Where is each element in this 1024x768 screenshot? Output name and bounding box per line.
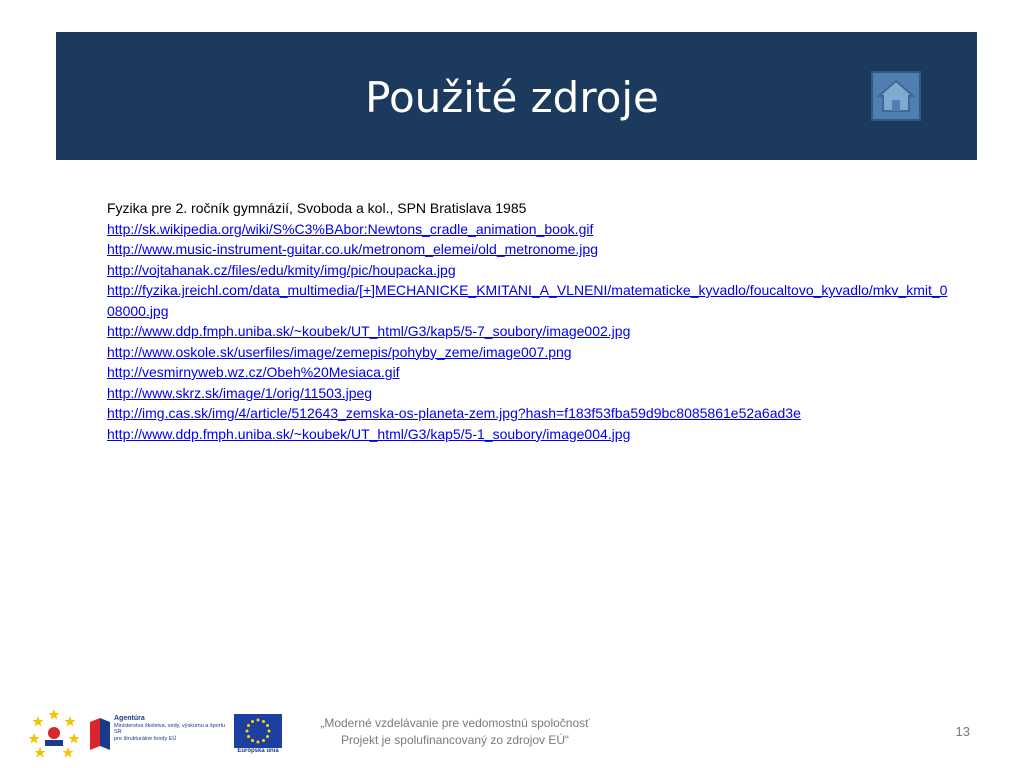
home-icon xyxy=(873,73,919,119)
source-link[interactable]: http://www.oskole.sk/userfiles/image/zemepis/pohyby_zeme/image007.png xyxy=(107,343,572,360)
page-number: 13 xyxy=(955,724,970,739)
footer-quote-line1: „Moderné vzdelávanie pre vedomostnú spoločnosť xyxy=(320,716,590,730)
source-link[interactable]: http://fyzika.jreichl.com/data_multimedia/[+]MECHANICKE_KMITANI_A_VLNENI/matematicke_kyvadlo/foucaltovo_kyvadlo/mkv_kmit_008000.jpg xyxy=(107,282,948,319)
source-link[interactable]: http://www.skrz.sk/image/1/orig/11503.jpeg xyxy=(107,384,373,401)
source-link[interactable]: http://www.ddp.fmph.uniba.sk/~koubek/UT_html/G3/kap5/5-7_soubory/image002.jpg xyxy=(107,323,631,339)
agency-logo xyxy=(88,714,226,754)
source-link[interactable]: http://vesmirnyweb.wz.cz/Obeh%20Mesiaca.gif xyxy=(107,364,400,380)
source-link[interactable]: http://sk.wikipedia.org/wiki/S%C3%BAbor:Newtons_cradle_animation_book.gif xyxy=(107,220,594,237)
source-link[interactable]: http://www.ddp.fmph.uniba.sk/~koubek/UT_html/G3/kap5/5-1_soubory/image004.jpg xyxy=(107,425,631,442)
footer-quote xyxy=(300,715,610,749)
source-link[interactable]: http://img.cas.sk/img/4/article/512643_zemska-os-planeta-zem.jpg?hash=f183f53fba59d9bc8085861e52a6ad3e xyxy=(107,405,801,421)
eu-flag xyxy=(234,714,282,748)
home-button[interactable] xyxy=(871,71,921,121)
source-link[interactable]: http://vojtahanak.cz/files/edu/kmity/img/pic/houpacka.jpg xyxy=(107,261,456,278)
agency-line: Ministerstva školstva, vedy, výskumu a športu SR xyxy=(114,722,226,735)
program-stars-logo xyxy=(28,707,80,761)
book-icon xyxy=(88,716,112,752)
sources-list xyxy=(107,198,952,444)
agency-title: Agentúra xyxy=(114,715,145,722)
page-title: Použité zdroje xyxy=(365,73,659,122)
eu-stars-icon xyxy=(234,714,282,748)
source-book: Fyzika pre 2. ročník gymnázií, Svoboda a kol., SPN Bratislava 1985 xyxy=(107,200,527,216)
eu-label: Európska únia xyxy=(237,748,279,754)
agency-line: pre štrukturálne fondy EÚ xyxy=(114,735,177,742)
footer-quote-line2: Projekt je spolufinancovaný zo zdrojov EÚ“ xyxy=(340,733,570,747)
source-link[interactable]: http://www.music-instrument-guitar.co.uk/metronom_elemei/old_metronome.jpg xyxy=(107,241,598,257)
